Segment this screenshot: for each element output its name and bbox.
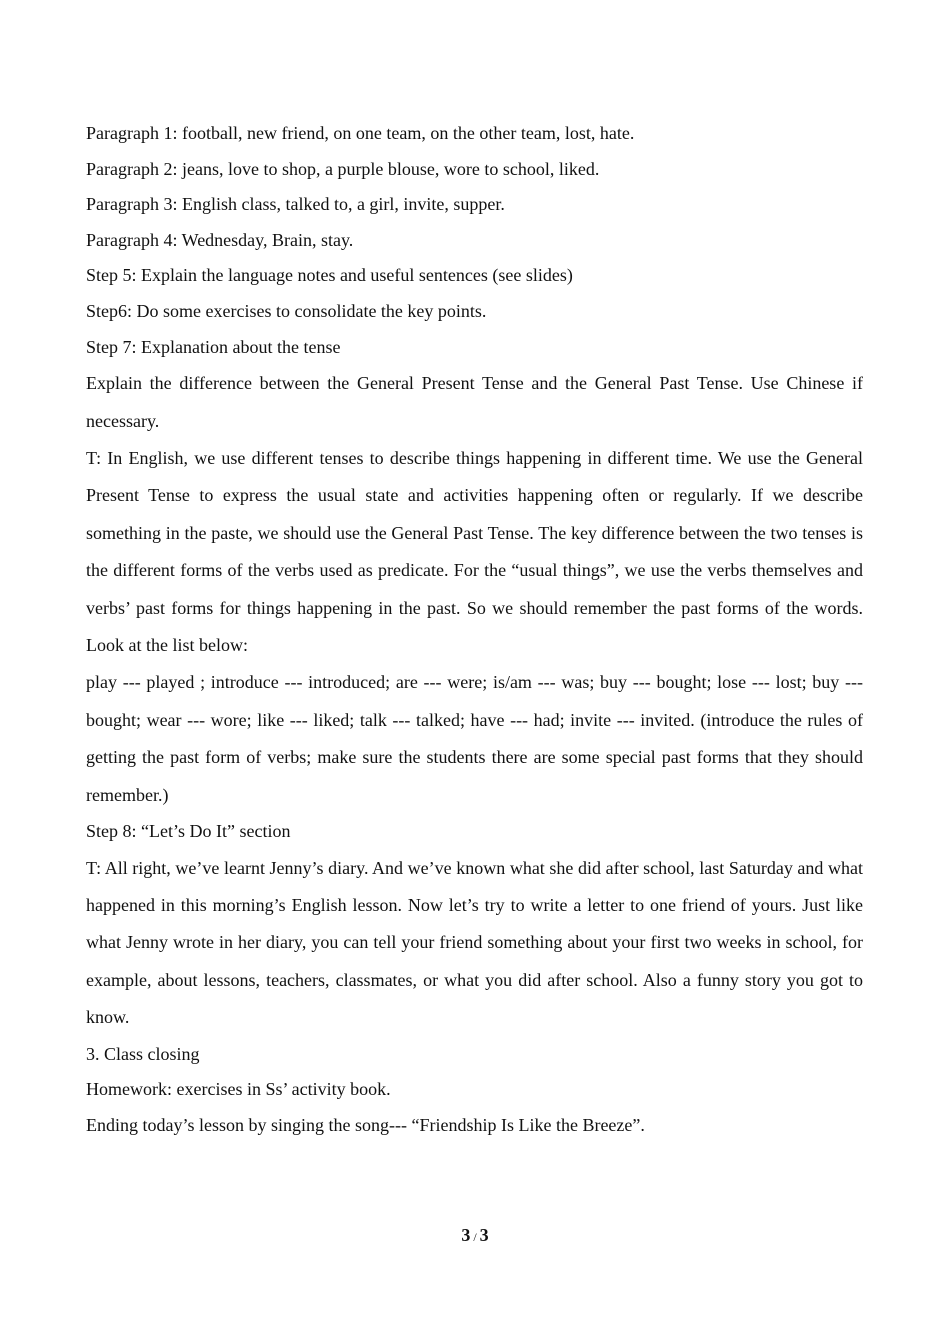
paragraph-2-keywords: Paragraph 2: jeans, love to shop, a purple blouse, wore to school, liked. <box>86 158 600 179</box>
step-6-heading: Step6: Do some exercises to consolidate the key points. <box>86 300 487 321</box>
paragraph-3-keywords: Paragraph 3: English class, talked to, a girl, invite, supper. <box>86 194 505 215</box>
verb-past-form-list: play --- played ; introduce --- introduced; are --- were; is/am --- was; buy --- bought; lose --- lost; buy --- bought; wear --- wore; like --- liked; talk --- talked; have --- had; invite --- invited. (introduce the rules of getting the past form of verbs; make sure the students there are some special past forms that they should remember.) <box>86 672 863 805</box>
document-body <box>86 116 863 1143</box>
current-page-number: 3 <box>461 1225 471 1245</box>
page-separator: / <box>473 1230 477 1244</box>
step-7-heading: Step 7: Explanation about the tense <box>86 336 341 357</box>
ending-line: Ending today’s lesson by singing the song--- “Friendship Is Like the Breeze”. <box>86 1114 645 1135</box>
tense-difference-instruction: Explain the difference between the General Present Tense and the General Past Tense. Use Chinese if necessary. <box>86 373 863 431</box>
step-5-heading: Step 5: Explain the language notes and useful sentences (see slides) <box>86 265 573 286</box>
homework-line: Homework: exercises in Ss’ activity book. <box>86 1079 391 1100</box>
page-number-footer <box>0 1224 950 1248</box>
total-page-number: 3 <box>479 1225 489 1245</box>
teacher-letter-instruction: T: All right, we’ve learnt Jenny’s diary. And we’ve known what she did after school, last Saturday and what happened in this morning’s English lesson. Now let’s try to write a letter to one friend of yours. Just like what Jenny wrote in her diary, you can tell your friend something about your first two weeks in school, for example, about lessons, teachers, classmates, or what you did after school. Also a funny story you got to know. <box>86 857 863 1028</box>
teacher-tense-explanation: T: In English, we use different tenses to describe things happening in different time. We use the General Present Tense to express the usual state and activities happening often or regularly. If we describe something in the paste, we should use the General Past Tense. The key difference between the two tenses is the different forms of the verbs used as predicate. For the “usual things”, we use the verbs themselves and verbs’ past forms for things happening in the past. So we should remember the past forms of the words. Look at the list below: <box>86 447 863 655</box>
paragraph-1-keywords: Paragraph 1: football, new friend, on one team, on the other team, lost, hate. <box>86 123 635 143</box>
class-closing-heading: 3. Class closing <box>86 1043 200 1064</box>
step-8-heading: Step 8: “Let’s Do It” section <box>86 821 291 842</box>
paragraph-4-keywords: Paragraph 4: Wednesday, Brain, stay. <box>86 229 354 250</box>
